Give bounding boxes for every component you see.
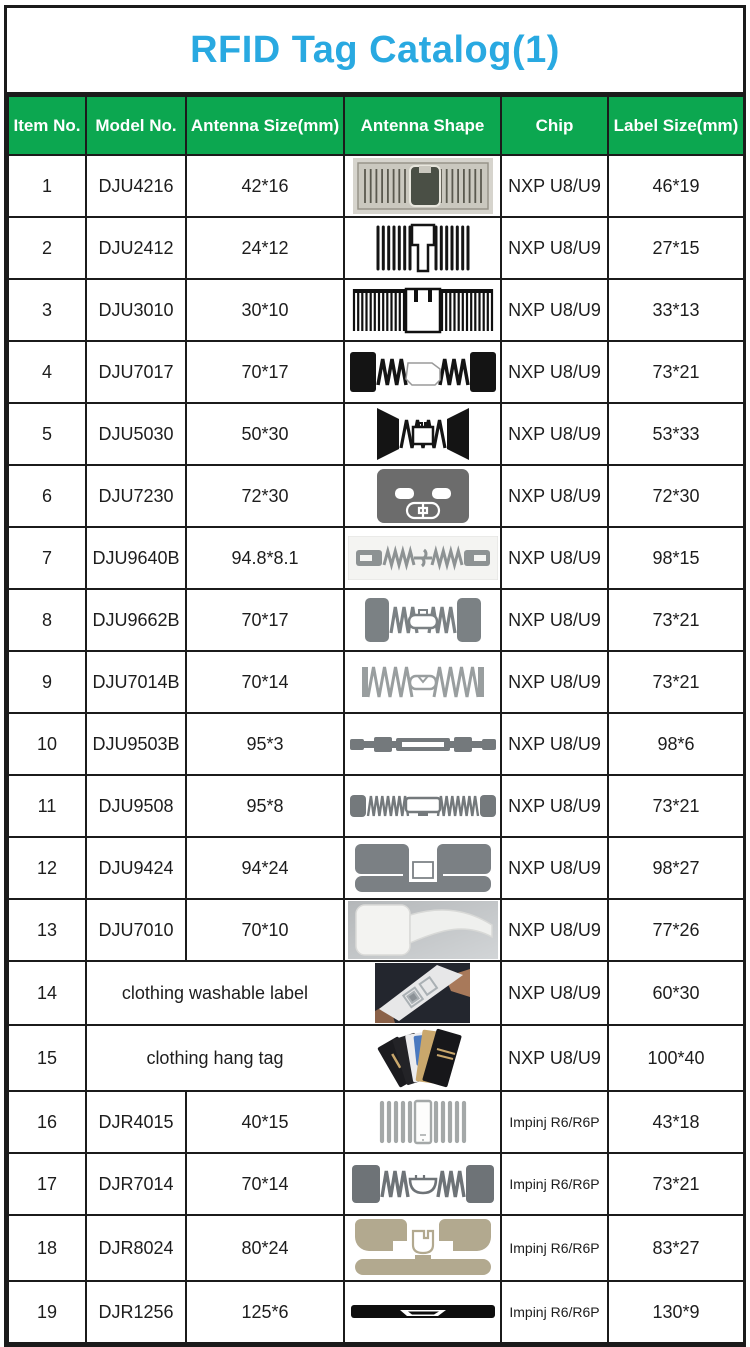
- antenna-shape-cell: [344, 1215, 501, 1281]
- grey-comb-rect-inlay-image: [346, 1097, 499, 1147]
- grey-label-loop-inlay-image: [346, 467, 499, 525]
- antenna-size-cell: 72*30: [186, 465, 344, 527]
- antenna-shape-cell: [344, 217, 501, 279]
- antenna-size-cell: 125*6: [186, 1281, 344, 1343]
- table-row: [8, 1281, 744, 1343]
- chip-cell: Impinj R6/R6P: [501, 1281, 608, 1343]
- model-no-cell: DJR7014: [86, 1153, 186, 1215]
- clothing-hang-tags-photo-image: [346, 1027, 499, 1089]
- table-row: [8, 1091, 744, 1153]
- item-no-cell: 8: [8, 589, 86, 651]
- tan-blocks-inlay-image: [346, 1217, 499, 1279]
- chip-cell: NXP U8/U9: [501, 1025, 608, 1091]
- catalog-table: [7, 95, 745, 1344]
- item-no-cell: 13: [8, 899, 86, 961]
- white-hang-tag-photo-image: [346, 901, 499, 959]
- black-comb-t-inlay-image: [346, 219, 499, 277]
- item-no-cell: 18: [8, 1215, 86, 1281]
- antenna-size-cell: 70*14: [186, 651, 344, 713]
- label-size-cell: 72*30: [608, 465, 744, 527]
- model-no-cell: DJU7017: [86, 341, 186, 403]
- silver-inlay-photo-image: [346, 158, 499, 214]
- table-row: [8, 279, 744, 341]
- label-size-cell: 77*26: [608, 899, 744, 961]
- antenna-size-cell: 94.8*8.1: [186, 527, 344, 589]
- header-row: [8, 96, 744, 155]
- model-no-cell: DJU7010: [86, 899, 186, 961]
- label-size-cell: 73*21: [608, 775, 744, 837]
- antenna-size-cell: 70*17: [186, 341, 344, 403]
- item-no-cell: 10: [8, 713, 86, 775]
- model-no-cell: DJU9424: [86, 837, 186, 899]
- item-no-cell: 12: [8, 837, 86, 899]
- antenna-size-cell: 95*3: [186, 713, 344, 775]
- grey-long-strip-inlay-image: [346, 536, 499, 580]
- chip-cell: NXP U8/U9: [501, 403, 608, 465]
- antenna-shape-cell: [344, 403, 501, 465]
- antenna-size-cell: 94*24: [186, 837, 344, 899]
- model-no-cell: DJR4015: [86, 1091, 186, 1153]
- model-no-cell: DJU9640B: [86, 527, 186, 589]
- table-row: [8, 961, 744, 1025]
- antenna-shape-cell: [344, 341, 501, 403]
- label-size-cell: 100*40: [608, 1025, 744, 1091]
- model-no-cell: clothing hang tag: [86, 1025, 344, 1091]
- model-no-cell: DJU5030: [86, 403, 186, 465]
- antenna-size-cell: 42*16: [186, 155, 344, 217]
- model-no-cell: DJU2412: [86, 217, 186, 279]
- model-no-cell: DJU7014B: [86, 651, 186, 713]
- black-blocks-meander-inlay-image: [346, 349, 499, 395]
- col-header-model-no: Model No.: [86, 96, 186, 155]
- table-row: [8, 1153, 744, 1215]
- item-no-cell: 19: [8, 1281, 86, 1343]
- antenna-shape-cell: [344, 527, 501, 589]
- table-row: [8, 1215, 744, 1281]
- table-row: [8, 775, 744, 837]
- model-no-cell: DJR1256: [86, 1281, 186, 1343]
- item-no-cell: 14: [8, 961, 86, 1025]
- item-no-cell: 5: [8, 403, 86, 465]
- col-header-antenna-shape: Antenna Shape: [344, 96, 501, 155]
- antenna-shape-cell: [344, 1025, 501, 1091]
- chip-cell: Impinj R6/R6P: [501, 1091, 608, 1153]
- antenna-size-cell: 80*24: [186, 1215, 344, 1281]
- chip-cell: NXP U8/U9: [501, 713, 608, 775]
- grey-zigzag-inlay-image: [346, 661, 499, 703]
- item-no-cell: 17: [8, 1153, 86, 1215]
- model-no-cell: clothing washable label: [86, 961, 344, 1025]
- antenna-shape-cell: [344, 465, 501, 527]
- chip-cell: NXP U8/U9: [501, 837, 608, 899]
- table-row: [8, 1025, 744, 1091]
- chip-cell: NXP U8/U9: [501, 589, 608, 651]
- grey-coil-inlay-image: [346, 792, 499, 820]
- table-row: [8, 589, 744, 651]
- antenna-size-cell: 70*17: [186, 589, 344, 651]
- model-no-cell: DJU7230: [86, 465, 186, 527]
- table-row: [8, 341, 744, 403]
- antenna-shape-cell: [344, 155, 501, 217]
- model-no-cell: DJU3010: [86, 279, 186, 341]
- model-no-cell: DJU9503B: [86, 713, 186, 775]
- chip-cell: NXP U8/U9: [501, 155, 608, 217]
- antenna-shape-cell: [344, 713, 501, 775]
- table-row: [8, 403, 744, 465]
- catalog-frame: [4, 5, 746, 1347]
- grey-wide-blocks-inlay-image: [346, 842, 499, 894]
- table-row: [8, 713, 744, 775]
- label-size-cell: 46*19: [608, 155, 744, 217]
- label-size-cell: 73*21: [608, 341, 744, 403]
- antenna-shape-cell: [344, 1153, 501, 1215]
- item-no-cell: 4: [8, 341, 86, 403]
- table-row: [8, 899, 744, 961]
- table-row: [8, 155, 744, 217]
- item-no-cell: 7: [8, 527, 86, 589]
- label-size-cell: 130*9: [608, 1281, 744, 1343]
- col-header-chip: Chip: [501, 96, 608, 155]
- chip-cell: Impinj R6/R6P: [501, 1153, 608, 1215]
- antenna-size-cell: 40*15: [186, 1091, 344, 1153]
- antenna-shape-cell: [344, 279, 501, 341]
- item-no-cell: 6: [8, 465, 86, 527]
- grey-blocks-boat-inlay-image: [346, 1161, 499, 1207]
- chip-cell: NXP U8/U9: [501, 279, 608, 341]
- chip-cell: NXP U8/U9: [501, 961, 608, 1025]
- model-no-cell: DJU9508: [86, 775, 186, 837]
- antenna-size-cell: 95*8: [186, 775, 344, 837]
- antenna-size-cell: 24*12: [186, 217, 344, 279]
- label-size-cell: 60*30: [608, 961, 744, 1025]
- chip-cell: NXP U8/U9: [501, 341, 608, 403]
- black-bowtie-inlay-image: [346, 406, 499, 462]
- washable-label-photo-image: [346, 963, 499, 1023]
- item-no-cell: 15: [8, 1025, 86, 1091]
- label-size-cell: 53*33: [608, 403, 744, 465]
- item-no-cell: 16: [8, 1091, 86, 1153]
- label-size-cell: 33*13: [608, 279, 744, 341]
- model-no-cell: DJR8024: [86, 1215, 186, 1281]
- label-size-cell: 43*18: [608, 1091, 744, 1153]
- table-row: [8, 217, 744, 279]
- col-header-label-size: Label Size(mm): [608, 96, 744, 155]
- label-size-cell: 98*27: [608, 837, 744, 899]
- label-size-cell: 83*27: [608, 1215, 744, 1281]
- antenna-shape-cell: [344, 651, 501, 713]
- antenna-size-cell: 70*10: [186, 899, 344, 961]
- table-row: [8, 465, 744, 527]
- antenna-shape-cell: [344, 775, 501, 837]
- col-header-item-no: Item No.: [8, 96, 86, 155]
- antenna-shape-cell: [344, 589, 501, 651]
- label-size-cell: 98*6: [608, 713, 744, 775]
- label-size-cell: 27*15: [608, 217, 744, 279]
- item-no-cell: 1: [8, 155, 86, 217]
- antenna-size-cell: 70*14: [186, 1153, 344, 1215]
- black-dense-comb-inlay-image: [346, 285, 499, 335]
- table-row: [8, 527, 744, 589]
- item-no-cell: 11: [8, 775, 86, 837]
- model-no-cell: DJU4216: [86, 155, 186, 217]
- chip-cell: Impinj R6/R6P: [501, 1215, 608, 1281]
- antenna-shape-cell: [344, 1091, 501, 1153]
- chip-cell: NXP U8/U9: [501, 465, 608, 527]
- chip-cell: NXP U8/U9: [501, 527, 608, 589]
- item-no-cell: 3: [8, 279, 86, 341]
- grey-thin-bar-inlay-image: [346, 733, 499, 755]
- table-body: [8, 155, 744, 1343]
- label-size-cell: 73*21: [608, 1153, 744, 1215]
- page-title: [7, 8, 743, 95]
- grey-blocks-meander-inlay-image: [346, 595, 499, 645]
- chip-cell: NXP U8/U9: [501, 651, 608, 713]
- antenna-shape-cell: [344, 899, 501, 961]
- antenna-shape-cell: [344, 1281, 501, 1343]
- model-no-cell: DJU9662B: [86, 589, 186, 651]
- table-row: [8, 837, 744, 899]
- antenna-size-cell: 30*10: [186, 279, 344, 341]
- antenna-size-cell: 50*30: [186, 403, 344, 465]
- antenna-shape-cell: [344, 961, 501, 1025]
- black-thin-bar-inlay-image: [346, 1303, 499, 1321]
- col-header-antenna-size: Antenna Size(mm): [186, 96, 344, 155]
- item-no-cell: 2: [8, 217, 86, 279]
- item-no-cell: 9: [8, 651, 86, 713]
- label-size-cell: 73*21: [608, 589, 744, 651]
- page-title-text: RFID Tag Catalog(1): [190, 28, 560, 71]
- chip-cell: NXP U8/U9: [501, 217, 608, 279]
- label-size-cell: 73*21: [608, 651, 744, 713]
- chip-cell: NXP U8/U9: [501, 775, 608, 837]
- label-size-cell: 98*15: [608, 527, 744, 589]
- chip-cell: NXP U8/U9: [501, 899, 608, 961]
- table-row: [8, 651, 744, 713]
- antenna-shape-cell: [344, 837, 501, 899]
